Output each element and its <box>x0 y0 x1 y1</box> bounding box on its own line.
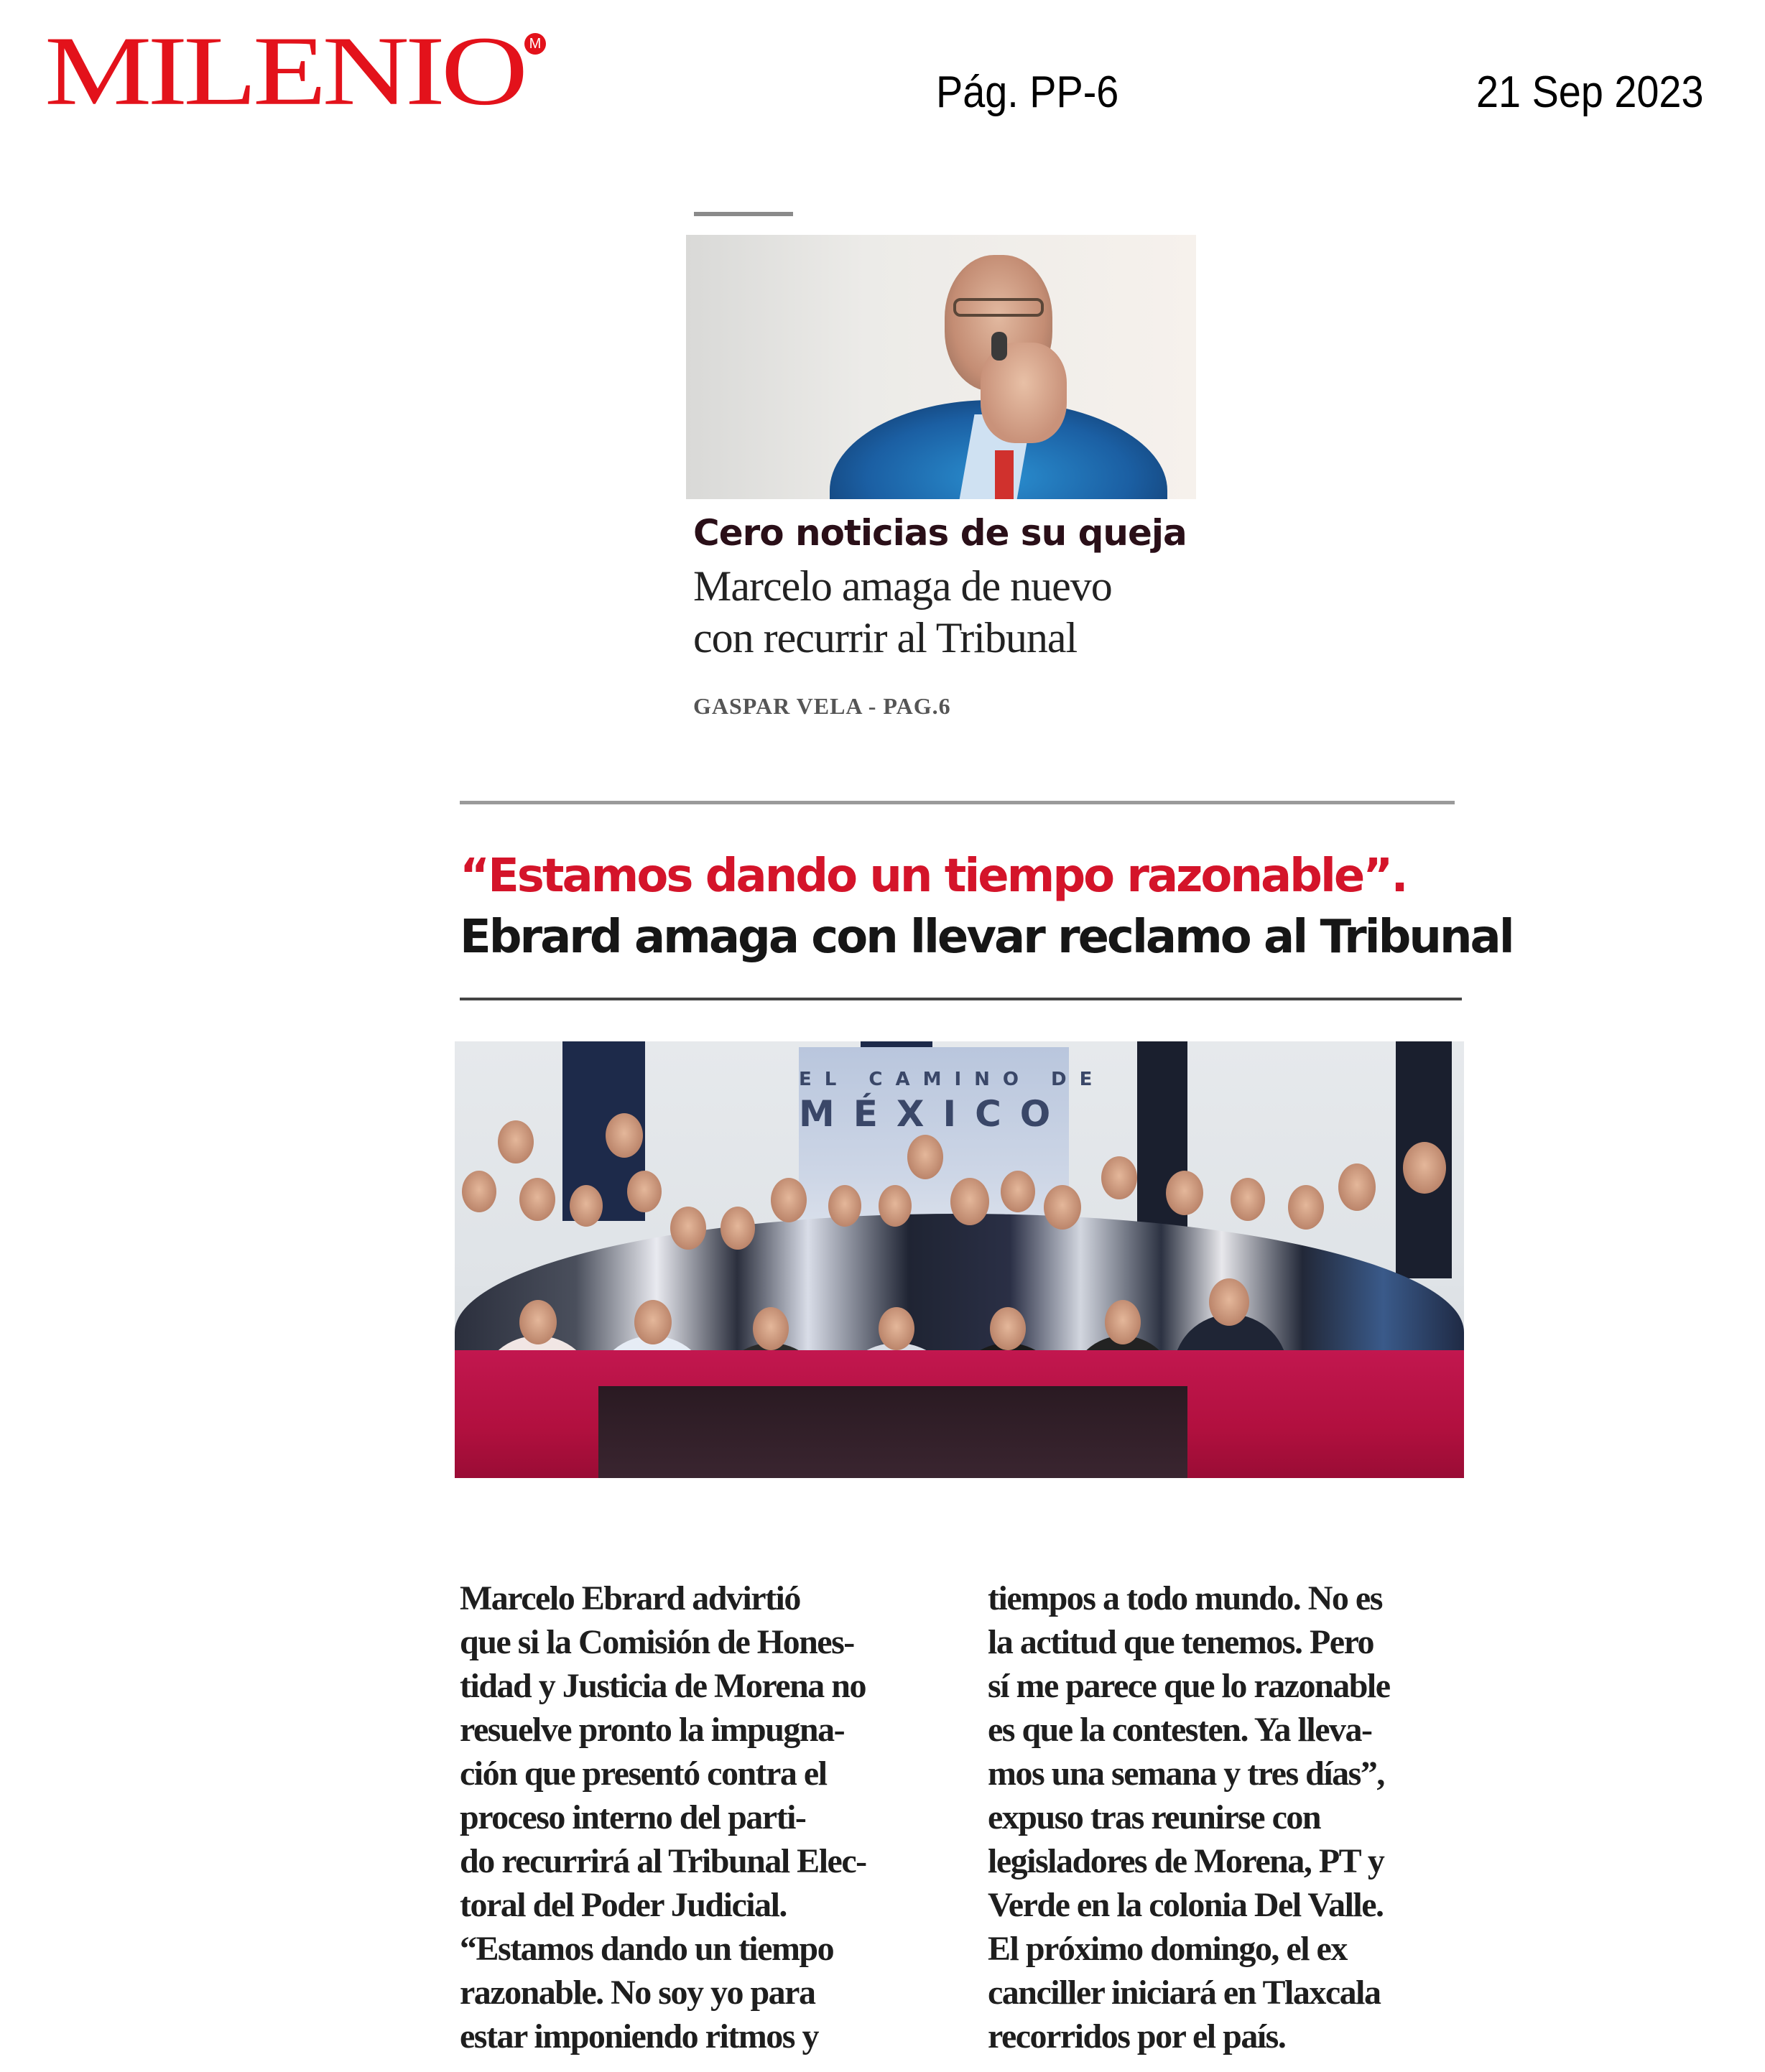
registered-mark-icon: M <box>524 33 546 55</box>
teaser-deck <box>693 560 1210 664</box>
body-line: proceso interno del parti- <box>460 1798 806 1836</box>
body-line: estar imponiendo ritmos y <box>460 2017 818 2055</box>
photo-glasses <box>953 298 1044 317</box>
body-line: sí me parece que lo razonable <box>988 1667 1390 1705</box>
body-line: expuso tras reunirse con <box>988 1798 1321 1836</box>
article-kicker: “Estamos dando un tiempo razonable”. <box>460 850 1407 903</box>
teaser-kicker: Cero noticias de su queja <box>693 512 1187 554</box>
body-line: es que la contesten. Ya lleva- <box>988 1711 1372 1749</box>
teaser-deck-line: Marcelo amaga de nuevo <box>693 562 1112 610</box>
banner-text: EL CAMINO DE <box>799 1069 1106 1090</box>
body-line: la actitud que tenemos. Pero <box>988 1623 1374 1661</box>
body-line: tiempos a todo mundo. No es <box>988 1579 1382 1617</box>
article-body-column-2 <box>988 1576 1469 2058</box>
publication-date: 21 Sep 2023 <box>1476 68 1704 117</box>
article-rule-bottom <box>460 998 1462 1000</box>
teaser-photo <box>686 235 1196 499</box>
microphone-icon <box>991 332 1007 361</box>
banner-text: MÉXICO <box>799 1093 1070 1135</box>
teaser-byline: GASPAR VELA - PAG.6 <box>693 693 951 719</box>
body-line: recorridos por el país. <box>988 2017 1286 2055</box>
body-line: mos una semana y tres días”, <box>988 1755 1384 1793</box>
body-line: razonable. No soy yo para <box>460 1974 815 2012</box>
body-line: que si la Comisión de Hones- <box>460 1623 854 1661</box>
photo-table-gap <box>598 1386 1187 1478</box>
article-rule-top <box>460 801 1455 804</box>
body-line: Verde en la colonia Del Valle. <box>988 1886 1384 1924</box>
page-number: Pág. PP-6 <box>936 68 1119 117</box>
body-line: do recurrirá al Tribunal Elec- <box>460 1842 866 1880</box>
body-line: canciller iniciará en Tlaxcala <box>988 1974 1381 2012</box>
teaser-deck-line: con recurrir al Tribunal <box>693 614 1078 661</box>
body-line: resuelve pronto la impugna- <box>460 1711 845 1749</box>
body-line: ción que presentó contra el <box>460 1755 827 1793</box>
milenio-logo: MILENIO <box>45 16 524 126</box>
body-line: “Estamos dando un tiempo <box>460 1930 834 1968</box>
photo-tie <box>995 450 1014 499</box>
body-line: Marcelo Ebrard advirtió <box>460 1579 800 1617</box>
body-line: toral del Poder Judicial. <box>460 1886 787 1924</box>
body-line: legisladores de Morena, PT y <box>988 1842 1384 1880</box>
article-headline: Ebrard amaga con llevar reclamo al Tribunal <box>460 911 1513 964</box>
body-line: tidad y Justicia de Morena no <box>460 1667 866 1705</box>
body-line: El próximo domingo, el ex <box>988 1930 1347 1968</box>
section-rule-short <box>694 212 793 216</box>
group-photo <box>455 1041 1464 1478</box>
article-body-column-1 <box>460 1576 941 2058</box>
